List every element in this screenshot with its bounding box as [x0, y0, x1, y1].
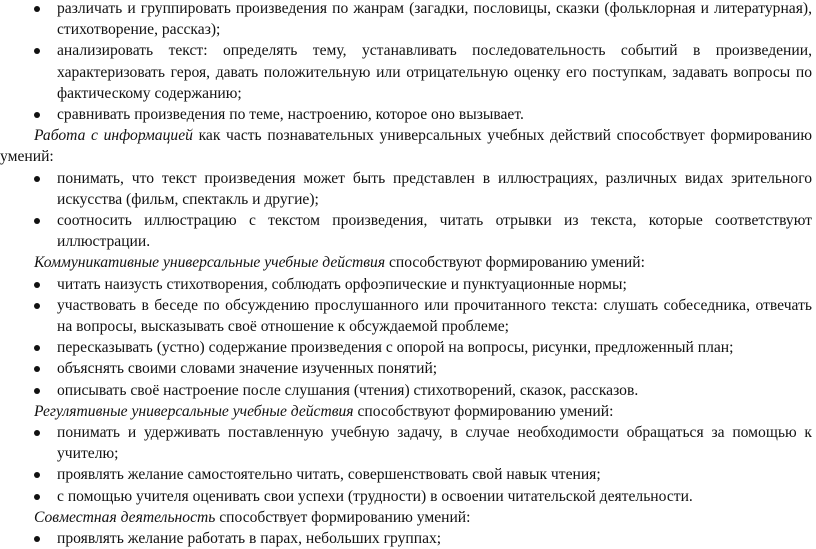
bullet-icon — [34, 388, 40, 394]
bullet-icon — [34, 345, 40, 351]
section-heading-italic: Совместная деятельность — [34, 508, 216, 526]
list-item: понимать и удерживать поставленную учебную задачу, в случае необходимости обращаться за помощью к учителю; — [0, 422, 816, 464]
bullet-icon — [34, 6, 40, 12]
list-item: участвовать в беседе по обсуждению прослушанного или прочитанного текста: слушать собеседника, отвечать на вопросы, высказывать своё отношение к обсуждаемой проблеме; — [0, 295, 816, 337]
bullet-icon — [34, 112, 40, 118]
joint-activity-paragraph: Совместная деятельность способствует формированию умений: — [34, 508, 471, 526]
info-skills-list — [0, 168, 816, 253]
bullet-icon — [34, 430, 40, 436]
regulative-paragraph: Регулятивные универсальные учебные действия способствуют формированию умений: — [34, 402, 614, 420]
list-item: соотносить иллюстрацию с текстом произведения, читать отрывки из текста, которые соответствуют иллюстрации. — [0, 210, 816, 252]
list-item: анализировать текст: определять тему, устанавливать последовательность событий в произведении, характеризовать героя, давать положительную или отрицательную оценку его поступкам, задавать вопросы по фактическому содержанию; — [0, 40, 816, 104]
list-item: различать и группировать произведения по жанрам (загадки, пословицы, сказки (фольклорная и литературная), стихотворение, рассказ); — [0, 0, 816, 40]
list-item: читать наизусть стихотворения, соблюдать орфоэпические и пунктуационные нормы; — [0, 274, 816, 295]
communicative-paragraph: Коммуникативные универсальные учебные действия способствуют формированию умений: — [34, 254, 645, 272]
bullet-icon — [34, 472, 40, 478]
regulative-skills-list — [0, 422, 816, 507]
list-item: пересказывать (устно) содержание произведения с опорой на вопросы, рисунки, предложенный план; — [0, 337, 816, 358]
list-item: понимать, что текст произведения может быть представлен в иллюстрациях, различных видах зрительного искусства (фильм, спектакль и другие); — [0, 168, 816, 210]
bullet-icon — [34, 282, 40, 288]
reading-skills-list — [0, 0, 816, 125]
communicative-skills-list — [0, 274, 816, 401]
list-item: описывать своё настроение после слушания (чтения) стихотворений, сказок, рассказов. — [0, 380, 816, 401]
bullet-icon — [34, 218, 40, 224]
bullet-icon — [34, 48, 40, 54]
bullet-icon — [34, 536, 40, 542]
info-work-paragraph: Работа с информацией как часть познавательных универсальных учебных действий способствует формированию умений: — [0, 127, 813, 166]
bullet-icon — [34, 176, 40, 182]
list-item: сравнивать произведения по теме, настроению, которое оно вызывает. — [0, 104, 816, 125]
bullet-icon — [34, 366, 40, 372]
section-heading-italic: Регулятивные универсальные учебные действия — [34, 402, 354, 420]
bullet-icon — [34, 303, 40, 309]
joint-activity-skills-list — [0, 528, 816, 549]
bullet-icon — [34, 494, 40, 500]
list-item: проявлять желание работать в парах, небольших группах; — [0, 528, 816, 549]
section-heading-italic: Работа с информацией — [34, 127, 193, 145]
list-item: объяснять своими словами значение изученных понятий; — [0, 358, 816, 379]
section-heading-italic: Коммуникативные универсальные учебные действия — [34, 254, 386, 272]
list-item: с помощью учителя оценивать свои успехи (трудности) в освоении читательской деятельности. — [0, 486, 816, 507]
list-item: проявлять желание самостоятельно читать, совершенствовать свой навык чтения; — [0, 464, 816, 485]
